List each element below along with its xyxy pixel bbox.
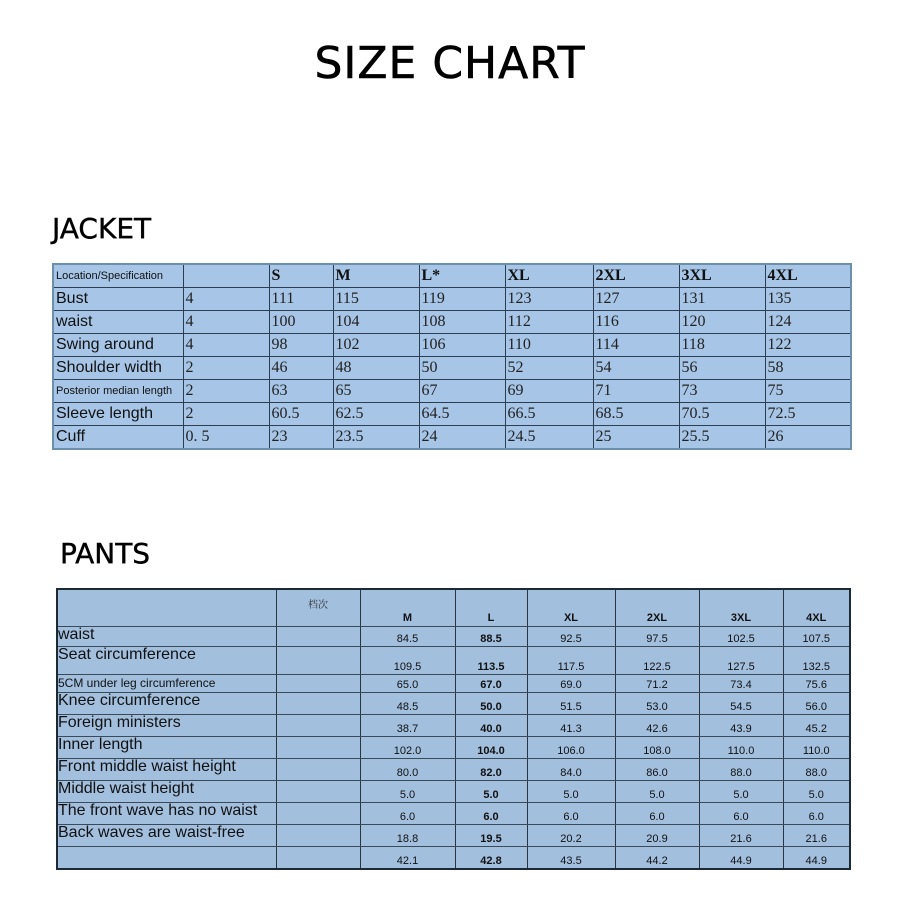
size-value-cell: 71.2 xyxy=(615,675,699,693)
size-value-cell: 97.5 xyxy=(615,627,699,647)
size-value-cell: 56.0 xyxy=(783,693,850,715)
size-value-cell: 44.9 xyxy=(699,847,783,869)
size-value-cell: 120 xyxy=(679,311,765,334)
column-header-spec: Location/Specification xyxy=(53,264,183,288)
grade-cell xyxy=(276,825,360,847)
tolerance-cell: 4 xyxy=(183,311,269,334)
size-value-cell: 6.0 xyxy=(615,803,699,825)
size-value-cell: 38.7 xyxy=(360,715,455,737)
size-value-cell: 69 xyxy=(505,380,593,403)
size-value-cell: 20.9 xyxy=(615,825,699,847)
size-value-cell: 107.5 xyxy=(783,627,850,647)
size-value-cell: 102.0 xyxy=(360,737,455,759)
size-value-cell: 80.0 xyxy=(360,759,455,781)
jacket-row xyxy=(53,357,851,380)
size-value-cell: 6.0 xyxy=(360,803,455,825)
row-label: Shoulder width xyxy=(53,357,183,380)
row-label: Inner length xyxy=(57,737,276,759)
row-label: Posterior median length xyxy=(53,380,183,403)
size-value-cell: 66.5 xyxy=(505,403,593,426)
column-header: 3XL xyxy=(699,589,783,627)
size-value-cell: 109.5 xyxy=(360,647,455,675)
grade-cell xyxy=(276,847,360,869)
size-value-cell: 131 xyxy=(679,288,765,311)
size-value-cell: 44.2 xyxy=(615,847,699,869)
size-value-cell: 72.5 xyxy=(765,403,851,426)
column-header: 3XL xyxy=(679,264,765,288)
size-value-cell: 69.0 xyxy=(527,675,615,693)
size-value-cell: 24.5 xyxy=(505,426,593,450)
jacket-row xyxy=(53,288,851,311)
grade-cell xyxy=(276,803,360,825)
size-value-cell: 46 xyxy=(269,357,333,380)
column-header: 2XL xyxy=(615,589,699,627)
size-value-cell: 67 xyxy=(419,380,505,403)
size-value-cell: 23 xyxy=(269,426,333,450)
row-label xyxy=(57,847,276,869)
size-value-cell: 118 xyxy=(679,334,765,357)
column-header-grade: 档次 xyxy=(276,589,360,627)
size-value-cell: 86.0 xyxy=(615,759,699,781)
size-value-cell: 108.0 xyxy=(615,737,699,759)
grade-cell xyxy=(276,759,360,781)
size-value-cell: 114 xyxy=(593,334,679,357)
size-value-cell: 123 xyxy=(505,288,593,311)
size-value-cell: 92.5 xyxy=(527,627,615,647)
size-value-cell: 44.9 xyxy=(783,847,850,869)
size-value-cell: 5.0 xyxy=(455,781,527,803)
jacket-row xyxy=(53,311,851,334)
size-value-cell: 122.5 xyxy=(615,647,699,675)
pants-heading: PANTS xyxy=(60,537,151,570)
size-value-cell: 42.1 xyxy=(360,847,455,869)
pants-row xyxy=(57,627,850,647)
pants-row xyxy=(57,781,850,803)
size-value-cell: 75 xyxy=(765,380,851,403)
size-value-cell: 24 xyxy=(419,426,505,450)
size-value-cell: 5.0 xyxy=(527,781,615,803)
size-value-cell: 60.5 xyxy=(269,403,333,426)
pants-size-table xyxy=(56,588,851,870)
size-value-cell: 127.5 xyxy=(699,647,783,675)
pants-header-row xyxy=(57,589,850,627)
size-value-cell: 5.0 xyxy=(360,781,455,803)
size-value-cell: 43.5 xyxy=(527,847,615,869)
size-value-cell: 65.0 xyxy=(360,675,455,693)
grade-cell xyxy=(276,627,360,647)
column-header: M xyxy=(360,589,455,627)
grade-cell xyxy=(276,693,360,715)
page-title: SIZE CHART xyxy=(314,38,586,89)
size-value-cell: 23.5 xyxy=(333,426,419,450)
jacket-row xyxy=(53,426,851,450)
size-value-cell: 65 xyxy=(333,380,419,403)
row-label: Foreign ministers xyxy=(57,715,276,737)
pants-row xyxy=(57,715,850,737)
row-label: Back waves are waist-free xyxy=(57,825,276,847)
tolerance-cell: 2 xyxy=(183,380,269,403)
size-value-cell: 127 xyxy=(593,288,679,311)
size-value-cell: 104 xyxy=(333,311,419,334)
column-header: XL xyxy=(505,264,593,288)
grade-cell xyxy=(276,781,360,803)
jacket-row xyxy=(53,380,851,403)
size-value-cell: 88.0 xyxy=(783,759,850,781)
row-label: Middle waist height xyxy=(57,781,276,803)
size-value-cell: 82.0 xyxy=(455,759,527,781)
column-header: XL xyxy=(527,589,615,627)
size-value-cell: 5.0 xyxy=(699,781,783,803)
size-value-cell: 54 xyxy=(593,357,679,380)
size-value-cell: 6.0 xyxy=(527,803,615,825)
size-value-cell: 135 xyxy=(765,288,851,311)
column-header: L* xyxy=(419,264,505,288)
row-label: Seat circumference xyxy=(57,647,276,675)
size-value-cell: 115 xyxy=(333,288,419,311)
size-value-cell: 70.5 xyxy=(679,403,765,426)
size-value-cell: 18.8 xyxy=(360,825,455,847)
size-value-cell: 54.5 xyxy=(699,693,783,715)
size-value-cell: 58 xyxy=(765,357,851,380)
row-label: Front middle waist height xyxy=(57,759,276,781)
size-value-cell: 124 xyxy=(765,311,851,334)
size-value-cell: 116 xyxy=(593,311,679,334)
size-value-cell: 48.5 xyxy=(360,693,455,715)
size-value-cell: 68.5 xyxy=(593,403,679,426)
pants-row xyxy=(57,825,850,847)
pants-row xyxy=(57,693,850,715)
size-value-cell: 48 xyxy=(333,357,419,380)
size-value-cell: 84.0 xyxy=(527,759,615,781)
size-value-cell: 25 xyxy=(593,426,679,450)
size-value-cell: 84.5 xyxy=(360,627,455,647)
size-value-cell: 104.0 xyxy=(455,737,527,759)
column-header: S xyxy=(269,264,333,288)
size-value-cell: 62.5 xyxy=(333,403,419,426)
size-value-cell: 73.4 xyxy=(699,675,783,693)
size-value-cell: 88.5 xyxy=(455,627,527,647)
size-value-cell: 21.6 xyxy=(783,825,850,847)
size-value-cell: 111 xyxy=(269,288,333,311)
size-value-cell: 5.0 xyxy=(783,781,850,803)
size-value-cell: 106 xyxy=(419,334,505,357)
size-value-cell: 102 xyxy=(333,334,419,357)
row-label: The front wave has no waist xyxy=(57,803,276,825)
size-value-cell: 67.0 xyxy=(455,675,527,693)
jacket-row xyxy=(53,334,851,357)
size-value-cell: 41.3 xyxy=(527,715,615,737)
grade-cell xyxy=(276,647,360,675)
jacket-heading: JACKET xyxy=(52,212,152,245)
pants-row xyxy=(57,647,850,675)
size-value-cell: 64.5 xyxy=(419,403,505,426)
size-value-cell: 73 xyxy=(679,380,765,403)
size-value-cell: 56 xyxy=(679,357,765,380)
size-value-cell: 19.5 xyxy=(455,825,527,847)
grade-cell xyxy=(276,715,360,737)
size-value-cell: 40.0 xyxy=(455,715,527,737)
size-value-cell: 42.8 xyxy=(455,847,527,869)
size-value-cell: 88.0 xyxy=(699,759,783,781)
size-value-cell: 50 xyxy=(419,357,505,380)
size-value-cell: 102.5 xyxy=(699,627,783,647)
size-value-cell: 100 xyxy=(269,311,333,334)
size-value-cell: 110 xyxy=(505,334,593,357)
column-header: 4XL xyxy=(783,589,850,627)
size-value-cell: 113.5 xyxy=(455,647,527,675)
tolerance-cell: 4 xyxy=(183,334,269,357)
pants-row xyxy=(57,803,850,825)
column-header xyxy=(57,589,276,627)
tolerance-cell: 4 xyxy=(183,288,269,311)
row-label: Sleeve length xyxy=(53,403,183,426)
tolerance-cell: 0. 5 xyxy=(183,426,269,450)
size-value-cell: 75.6 xyxy=(783,675,850,693)
column-header: M xyxy=(333,264,419,288)
size-value-cell: 6.0 xyxy=(455,803,527,825)
row-label: waist xyxy=(53,311,183,334)
size-value-cell: 26 xyxy=(765,426,851,450)
size-value-cell: 110.0 xyxy=(783,737,850,759)
size-value-cell: 6.0 xyxy=(699,803,783,825)
column-header: L xyxy=(455,589,527,627)
size-value-cell: 50.0 xyxy=(455,693,527,715)
row-label: Cuff xyxy=(53,426,183,450)
tolerance-cell: 2 xyxy=(183,403,269,426)
column-header xyxy=(183,264,269,288)
pants-row xyxy=(57,737,850,759)
size-value-cell: 63 xyxy=(269,380,333,403)
pants-row xyxy=(57,759,850,781)
row-label: Knee circumference xyxy=(57,693,276,715)
grade-cell xyxy=(276,737,360,759)
pants-row xyxy=(57,847,850,869)
column-header: 4XL xyxy=(765,264,851,288)
row-label: Swing around xyxy=(53,334,183,357)
size-value-cell: 20.2 xyxy=(527,825,615,847)
size-value-cell: 51.5 xyxy=(527,693,615,715)
pants-row xyxy=(57,675,850,693)
size-value-cell: 108 xyxy=(419,311,505,334)
size-value-cell: 98 xyxy=(269,334,333,357)
size-value-cell: 21.6 xyxy=(699,825,783,847)
size-value-cell: 106.0 xyxy=(527,737,615,759)
size-value-cell: 52 xyxy=(505,357,593,380)
jacket-row xyxy=(53,403,851,426)
column-header: 2XL xyxy=(593,264,679,288)
size-value-cell: 5.0 xyxy=(615,781,699,803)
size-value-cell: 112 xyxy=(505,311,593,334)
row-label: Bust xyxy=(53,288,183,311)
size-value-cell: 53.0 xyxy=(615,693,699,715)
size-value-cell: 45.2 xyxy=(783,715,850,737)
jacket-size-table xyxy=(52,263,852,450)
row-label: waist xyxy=(57,627,276,647)
size-value-cell: 132.5 xyxy=(783,647,850,675)
size-value-cell: 119 xyxy=(419,288,505,311)
size-value-cell: 71 xyxy=(593,380,679,403)
tolerance-cell: 2 xyxy=(183,357,269,380)
size-value-cell: 122 xyxy=(765,334,851,357)
size-value-cell: 42.6 xyxy=(615,715,699,737)
size-value-cell: 110.0 xyxy=(699,737,783,759)
size-value-cell: 25.5 xyxy=(679,426,765,450)
size-value-cell: 117.5 xyxy=(527,647,615,675)
row-label: 5CM under leg circumference xyxy=(57,675,276,693)
size-value-cell: 6.0 xyxy=(783,803,850,825)
grade-cell xyxy=(276,675,360,693)
jacket-header-row xyxy=(53,264,851,288)
size-value-cell: 43.9 xyxy=(699,715,783,737)
